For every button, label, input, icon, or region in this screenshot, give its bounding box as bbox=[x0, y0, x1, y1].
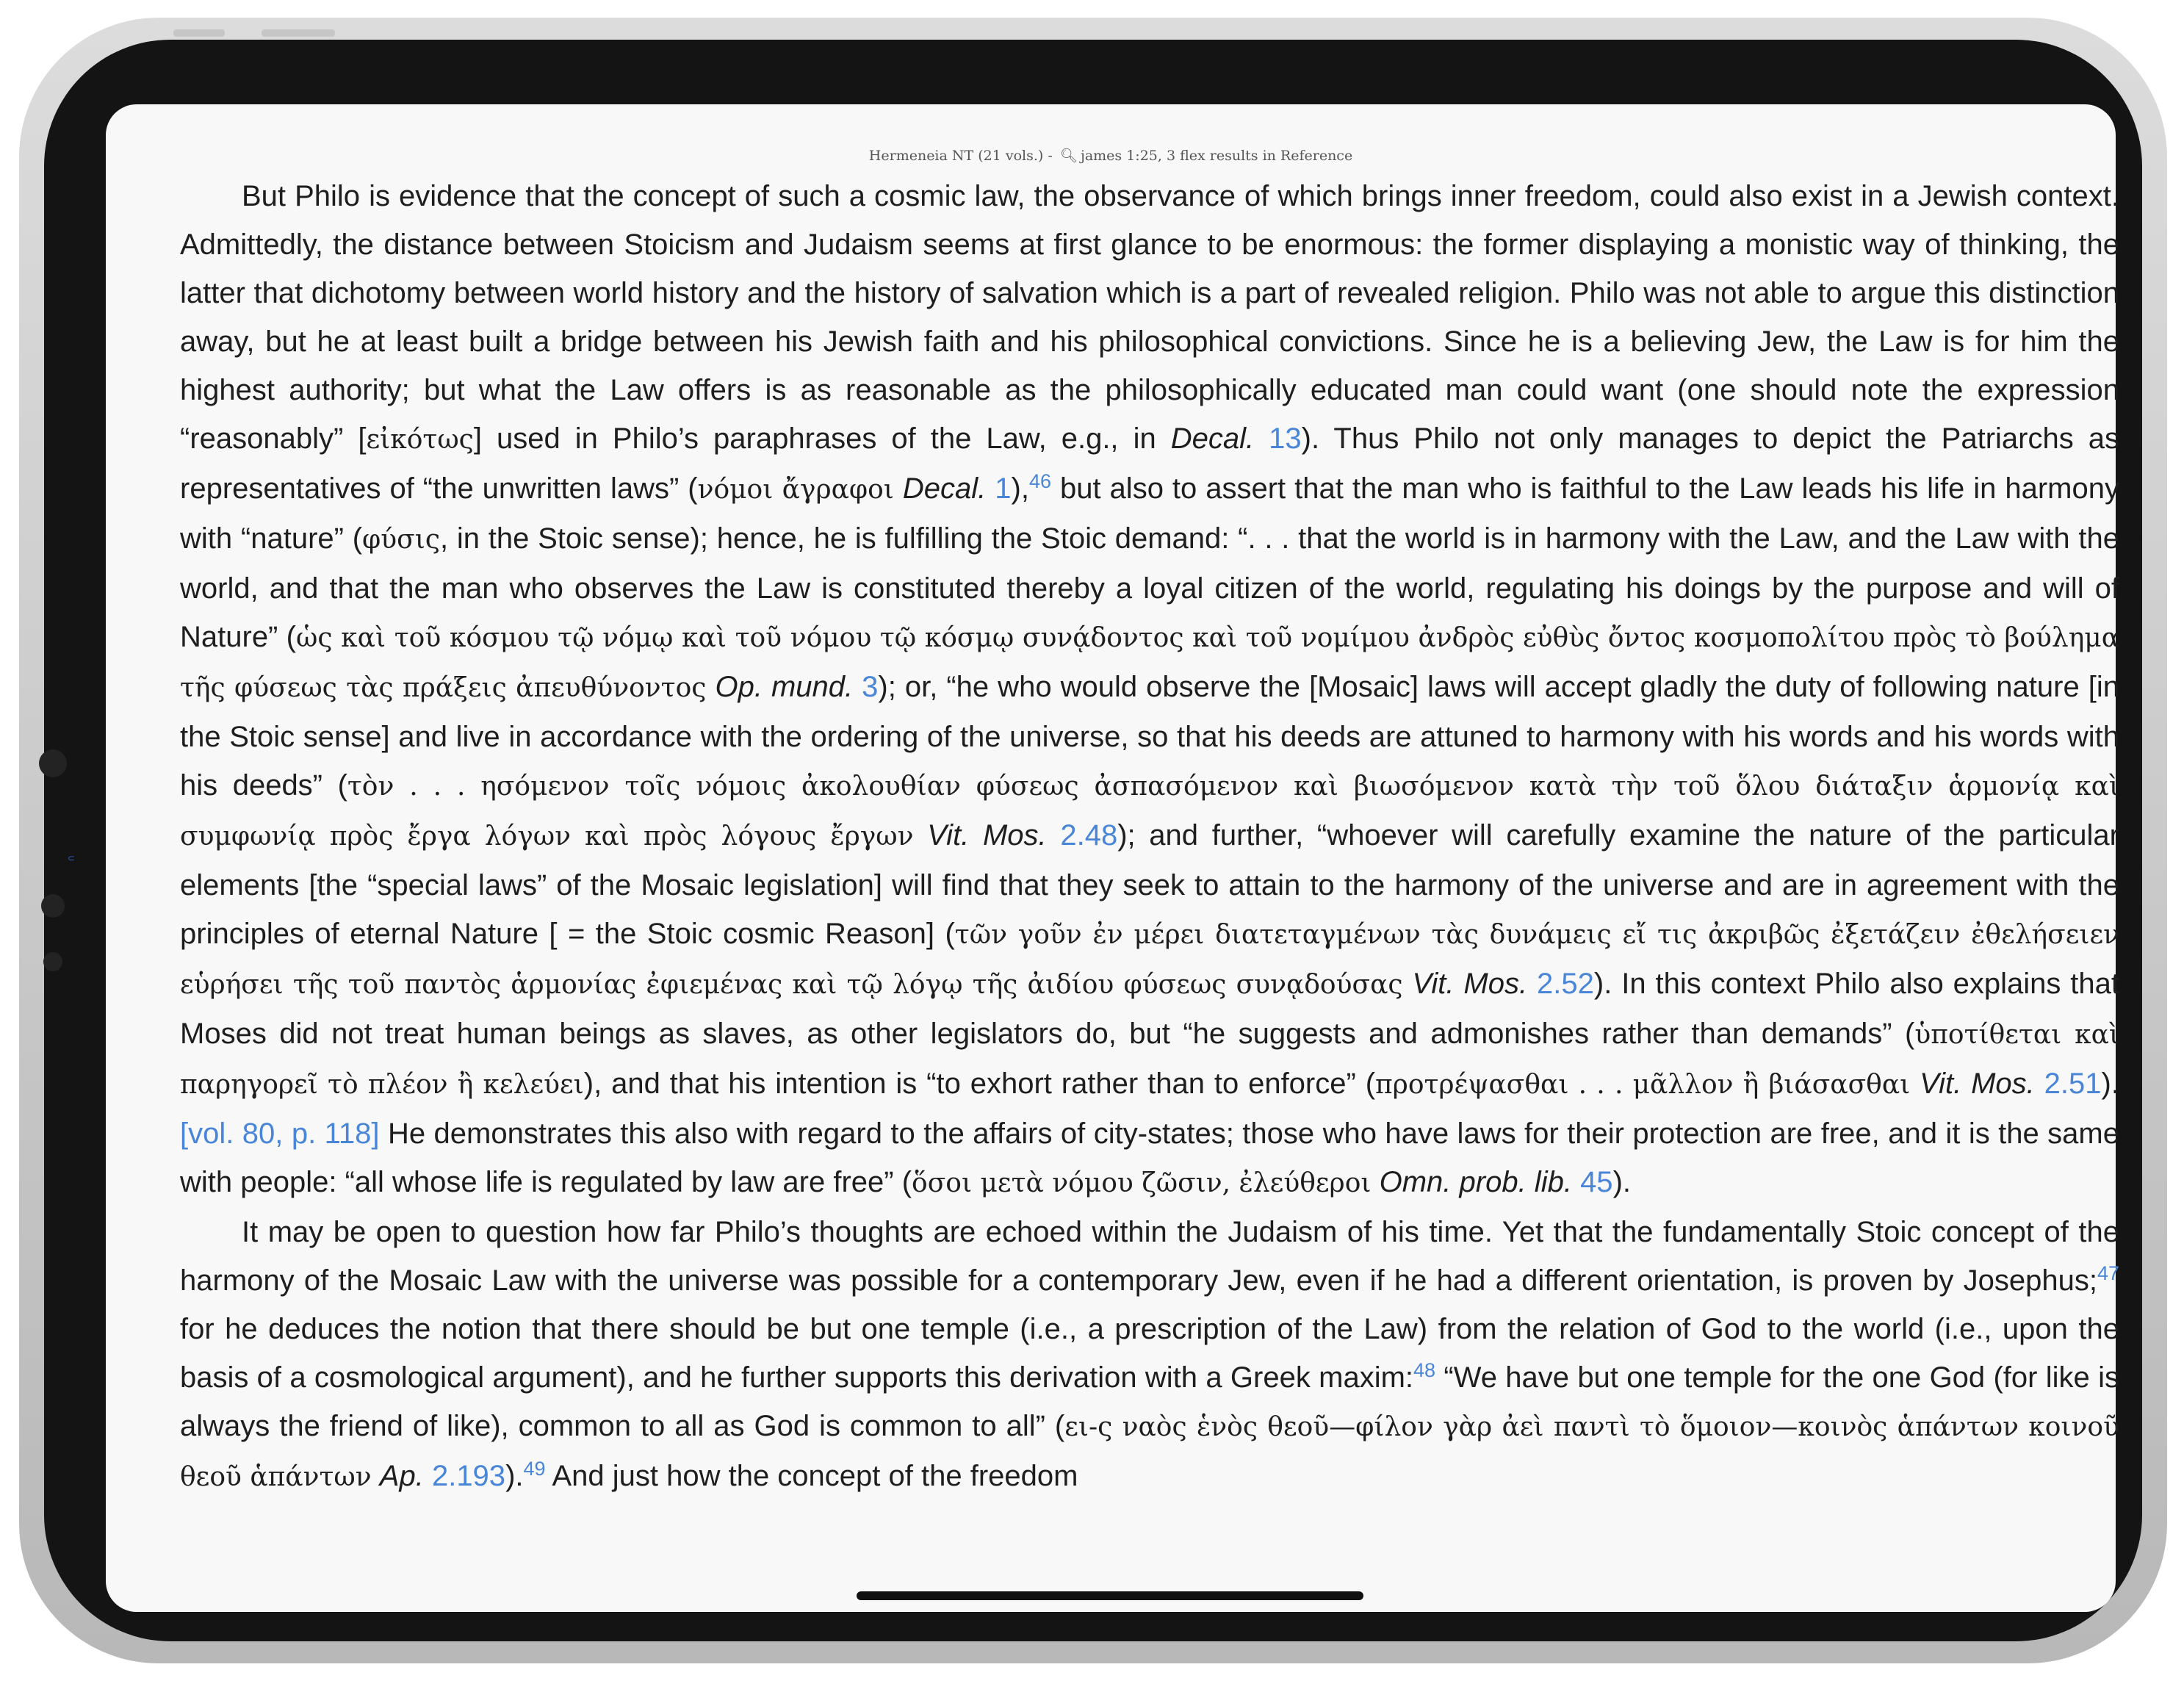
resource-title: Hermeneia NT (21 vols.) - bbox=[868, 148, 1053, 164]
citation-title: Decal. bbox=[902, 472, 987, 505]
greek-text: ει-ς ναὸς ἑνὸς θεοῦ—φίλον γὰρ ἀεὶ παντὶ τὸ ὅμοιον—κοινὸς ἁπάντων κοινοῦ θεοῦ ἁπάντων bbox=[180, 1412, 2119, 1492]
text-run bbox=[706, 671, 715, 703]
footnote-marker[interactable]: 48 bbox=[1413, 1359, 1436, 1381]
reference-link[interactable]: 2.52 bbox=[1537, 968, 1594, 1000]
reference-link[interactable]: 2.51 bbox=[2044, 1068, 2102, 1100]
window-title bbox=[106, 147, 2116, 164]
text-run: ). bbox=[505, 1460, 524, 1492]
text-run: ). bbox=[2101, 1068, 2119, 1100]
text-run: ] used in Philo’s paraphrases of the Law, e.g., in bbox=[473, 422, 1171, 455]
text-run bbox=[2035, 1068, 2044, 1100]
text-run bbox=[894, 472, 903, 505]
magnifier-icon: 🔍︎ bbox=[1059, 148, 1078, 164]
text-run: And just how the concept of the freedom bbox=[545, 1460, 1078, 1492]
greek-text: τῶν γοῦν ἐν μέρει διατεταγμένων τὰς δυνάμεις εἴ τις ἀκριβῶς ἐξετάζειν ἐθελήσειεν εὑρήσει τῆς τοῦ παντὸς ἁρμονίας ἐφιεμένας καὶ τῷ λόγῳ τῆς ἀιδίου φύσεως συνᾳδούσας bbox=[180, 920, 2120, 1000]
text-run bbox=[424, 1460, 432, 1492]
greek-text: τὸν . . . ησόμενον τοῖς νόμοις ἀκολουθίαν φύσεως ἀσπασόμενον καὶ βιωσόμενον κατὰ τὴν τοῦ ὅλου διάταξιν ἁρμονίᾳ καὶ συμφωνίᾳ πρὸς ἔργα λόγων καὶ πρὸς λόγους ἔργων bbox=[180, 771, 2119, 852]
citation-title: Op. mund. bbox=[715, 671, 854, 703]
volume-button bbox=[173, 29, 225, 37]
greek-text: εἰκότως bbox=[366, 425, 474, 455]
text-run bbox=[1047, 819, 1061, 852]
text-run: ); and further, “whoever will carefully examine the nature of the particular elements [the “special laws” of the Mosaic legislation] will find that they seek to attain to the harmony of the universe and are in agreement with the principles of eternal Nature [ = the Stoic cosmic Reason] ( bbox=[180, 819, 2119, 950]
text-run bbox=[1910, 1068, 1920, 1100]
citation-title: Vit. Mos. bbox=[927, 819, 1047, 852]
camera-dot bbox=[39, 749, 67, 777]
home-indicator[interactable] bbox=[857, 1591, 1363, 1600]
reference-link[interactable]: 3 bbox=[862, 671, 879, 703]
greek-text: φύσις bbox=[362, 525, 440, 555]
search-summary: james 1:25, 3 flex results in Reference bbox=[1080, 148, 1353, 164]
text-run bbox=[1371, 1166, 1379, 1198]
text-run: “We have but one temple for the one God (for like is always the friend of like), common to all as God is common to all” ( bbox=[180, 1361, 2119, 1442]
citation-title: Decal. bbox=[1170, 422, 1255, 455]
citation-title: Vit. Mos. bbox=[1412, 968, 1528, 1000]
text-run: ), bbox=[1011, 472, 1029, 505]
text-run: He demonstrates this also with regard to the affairs of city-states; those who have laws for their protection are free, and it is the same with people: “all whose life is regulated by law are free” ( bbox=[180, 1117, 2119, 1198]
text-run bbox=[986, 472, 995, 505]
text-run bbox=[1254, 422, 1269, 455]
reference-link[interactable]: [vol. 80, p. 118] bbox=[180, 1117, 380, 1150]
reference-link[interactable]: 2.48 bbox=[1060, 819, 1118, 852]
citation-title: Vit. Mos. bbox=[1920, 1068, 2035, 1100]
reference-link[interactable]: 1 bbox=[995, 472, 1012, 505]
text-run: ), and that his intention is “to exhort rather than to enforce” ( bbox=[583, 1068, 1376, 1100]
pencil-connector-icon: ⊂ bbox=[68, 853, 76, 863]
text-run: but also to assert that the man who is faithful to the Law leads his life in harmony with “nature” ( bbox=[180, 472, 2119, 555]
footnote-marker[interactable]: 46 bbox=[1028, 470, 1052, 492]
footnote-marker[interactable]: 47 bbox=[2097, 1262, 2119, 1284]
text-run bbox=[1403, 968, 1413, 1000]
text-run bbox=[1527, 968, 1537, 1000]
greek-text: ὅσοι μετὰ νόμου ζῶσιν, ἐλεύθεροι bbox=[912, 1168, 1372, 1198]
reference-link[interactable]: 45 bbox=[1580, 1166, 1613, 1198]
greek-text: ὡς καὶ τοῦ κόσμου τῷ νόμῳ καὶ τοῦ νόμου τῷ κόσμῳ συνᾴδοντος καὶ τοῦ νομίμου ἀνδρὸς εὐθὺς ὄντος κοσμοπολίτου πρὸς τὸ βούλημα τῆς φύσεως τὰς πράξεις ἀπευθύνοντος bbox=[180, 623, 2119, 703]
text-run bbox=[1572, 1166, 1580, 1198]
text-run: It may be open to question how far Philo’s thoughts are echoed within the Judaism of his time. Yet that the fundamentally Stoic concept of the harmony of the Mosaic Law with the universe was possible for a contemporary Jew, even if he had a different orientation, is proven by Josephus; bbox=[180, 1216, 2119, 1297]
citation-title: Ap. bbox=[379, 1460, 424, 1492]
text-run: ). In this context Philo also explains that Moses did not treat human beings as slaves, as other legislators do, but “he suggests and admonishes rather than demands” ( bbox=[180, 968, 2119, 1050]
footnote-marker[interactable]: 49 bbox=[523, 1458, 546, 1480]
screen bbox=[106, 104, 2120, 1612]
sensor-dot bbox=[43, 952, 62, 971]
greek-text: νόμοι ἄγραφοι bbox=[697, 475, 894, 505]
sensor-dot bbox=[41, 894, 65, 918]
power-button bbox=[262, 29, 335, 37]
text-run bbox=[914, 819, 928, 852]
text-run: , in the Stoic sense); hence, he is fulfilling the Stoic demand: “. . . that the world is in harmony with the Law, and the Law with the world, and that the man who observes the Law is constituted thereby a loyal citizen of the world, regulating his doings by the purpose and will of Nature” ( bbox=[180, 522, 2120, 653]
greek-text: προτρέψασθαι . . . μᾶλλον ἢ βιάσασθαι bbox=[1375, 1070, 1911, 1100]
paragraph bbox=[180, 172, 2119, 1208]
text-run: ). Thus Philo not only manages to depict the Patriarchs as representatives of “the unwritten laws” ( bbox=[180, 422, 2119, 505]
article-body bbox=[180, 172, 2119, 1502]
ipad-frame bbox=[19, 18, 2167, 1663]
paragraph bbox=[180, 1208, 2119, 1502]
text-run bbox=[853, 671, 862, 703]
text-run: ). bbox=[1612, 1166, 1631, 1198]
text-run: ); or, “he who would observe the [Mosaic] laws will accept gladly the duty of following nature [in the Stoic sense] and live in accordance with the ordering of the universe, so that his deeds are attuned to harmony with his words and his words with his deeds” ( bbox=[180, 671, 2119, 802]
reference-link[interactable]: 2.193 bbox=[431, 1460, 506, 1492]
text-run: But Philo is evidence that the concept of such a cosmic law, the observance of which brings inner freedom, could also exist in a Jewish context. Admittedly, the distance between Stoicism and Judaism seems at first glance to be enormous: the former displaying a monistic way of thinking, the latter that dichotomy between world history and the history of salvation which is a part of revealed religion. Philo was not able to argue this distinction away, but he at least built a bridge between his Jewish faith and his philosophical convictions. Since he is a believing Jew, the Law is for him the highest authority; but what the Law offers is as reasonable as the philosophically educated man could want (one should note the expression “reasonably” [ bbox=[180, 180, 2119, 455]
citation-title: Omn. prob. lib. bbox=[1379, 1166, 1572, 1198]
text-run: for he deduces the notion that there should be but one temple (i.e., a prescription of the Law) from the relation of God to the world (i.e., upon the basis of a cosmological argument), and he further supports this derivation with a Greek maxim: bbox=[180, 1313, 2119, 1394]
reference-link[interactable]: 13 bbox=[1269, 422, 1302, 455]
greek-text: ὑποτίθεται καὶ παρηγορεῖ τὸ πλέον ἢ κελεύει bbox=[180, 1020, 2119, 1100]
text-run bbox=[372, 1460, 380, 1492]
